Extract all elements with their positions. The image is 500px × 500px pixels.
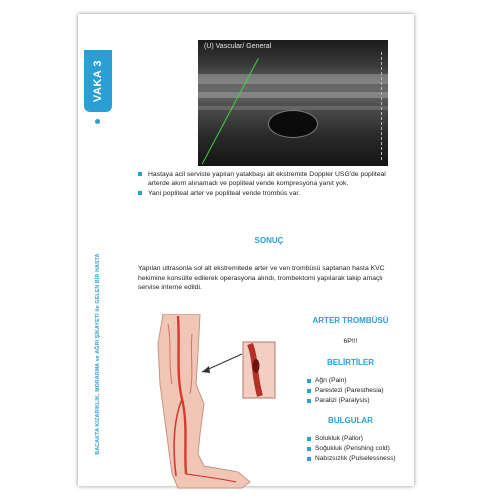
- list-item-text: Hastaya acil serviste yapılan yatakbaşı alt ekstremite Doppler USG'de popliteal arterde akım alınamadı ve popliteal vende kompresyona yanıt yok.: [148, 171, 386, 187]
- list-item: [307, 386, 384, 396]
- list-item-text: Nabızsızlık (Pulselessness): [315, 455, 396, 462]
- signs-list: [307, 434, 396, 464]
- ultrasound-mode-label: (U) Vascular/ General: [204, 43, 272, 50]
- list-item-text: Soğukluk (Perishing cold): [315, 445, 390, 452]
- sidebar-dot-icon: [95, 119, 100, 124]
- tissue-layer: [198, 92, 388, 98]
- findings-list: [138, 170, 400, 199]
- list-item-text: Yani popliteal arter ve popliteal vende trombüs var.: [148, 190, 301, 197]
- list-item: [138, 170, 400, 188]
- arrow-head-icon: [202, 366, 210, 373]
- conclusion-paragraph: Yapılan ultrasonla sol alt ekstremitede arter ve ven trombüsü saptanan hasta KVC hekimine konsülte edilerek operasyona alındı, trombektomi yapılarak takip amaçlı servise interne edildi.: [138, 265, 385, 291]
- depth-ruler: [381, 52, 384, 160]
- section-title-belirtiler: BELİRTİLER: [326, 358, 375, 367]
- ultrasound-image: [198, 40, 388, 166]
- leg-outline: [158, 314, 250, 488]
- section-title-sonuc: SONUÇ: [254, 236, 284, 245]
- case-tab-label: VAKA 3: [92, 59, 104, 103]
- list-item-text: Parestezi (Paresthesia): [315, 387, 384, 394]
- vessel-lumen: [268, 110, 318, 138]
- square-bullet-icon: [138, 191, 142, 195]
- list-item: [307, 376, 384, 386]
- list-item-text: Ağrı (Pain): [315, 377, 347, 384]
- square-bullet-icon: [307, 399, 311, 403]
- six-p-label: 6P!!!: [343, 338, 358, 345]
- thrombus: [253, 359, 260, 373]
- section-title-arter: ARTER TROMBÜSÜ: [312, 316, 389, 325]
- square-bullet-icon: [307, 389, 311, 393]
- leg-artery-illustration: [138, 314, 288, 490]
- list-item: [307, 444, 396, 454]
- list-item: [138, 189, 400, 198]
- list-item: [307, 454, 396, 464]
- square-bullet-icon: [307, 447, 311, 451]
- square-bullet-icon: [138, 172, 142, 176]
- square-bullet-icon: [307, 457, 311, 461]
- book-page: [78, 14, 414, 486]
- section-title-bulgular: BULGULAR: [328, 416, 373, 425]
- list-item-text: Solukluk (Pallor): [315, 435, 364, 442]
- symptoms-list: [307, 376, 384, 406]
- sidebar-vertical-title-text: BACAKTA KIZARIKLIK, MORARMA ve AĞRI ŞİKAYETİ ile GELEN BİR HASTA: [95, 253, 101, 455]
- list-item-text: Paralizi (Paralysis): [315, 397, 370, 404]
- list-item: [307, 396, 384, 406]
- square-bullet-icon: [307, 437, 311, 441]
- square-bullet-icon: [307, 379, 311, 383]
- tissue-layer: [198, 74, 388, 84]
- list-item: [307, 434, 396, 444]
- case-tab: [84, 50, 112, 112]
- chapter-sidebar: [78, 14, 116, 486]
